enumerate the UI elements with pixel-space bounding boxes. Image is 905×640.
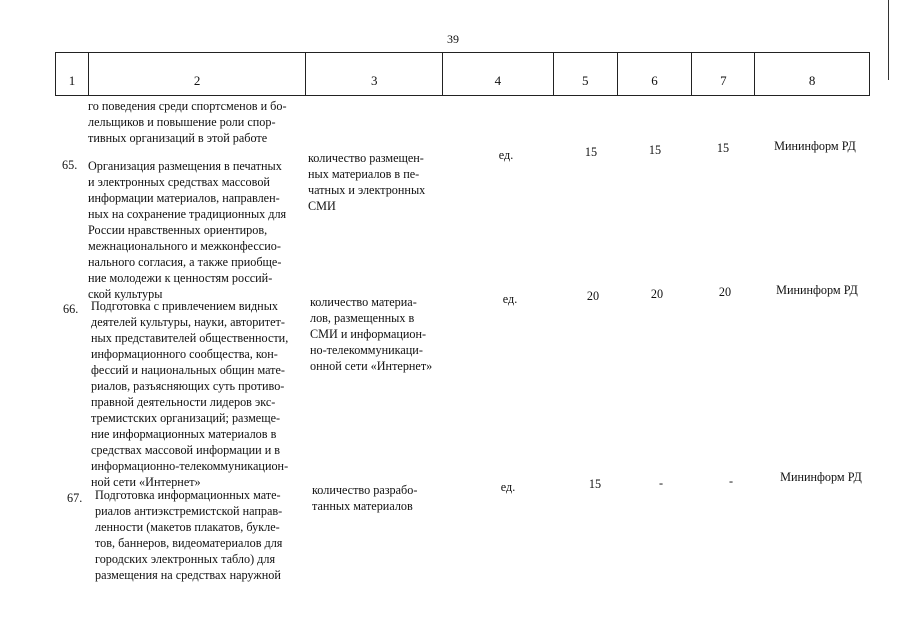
- row-number: 65.: [62, 158, 78, 172]
- header-col-3: 3: [305, 53, 442, 95]
- header-col-1: 1: [68, 73, 76, 88]
- text-line: но-телекоммуникаци-: [310, 343, 423, 357]
- text-line: информационного сообщества, кон-: [91, 347, 278, 361]
- text-line: правной деятельности лидеров экс-: [91, 395, 276, 409]
- text-line: ние молодежи к ценностям россий-: [88, 271, 273, 285]
- text-line: тов, баннеров, видеоматериалов для: [95, 536, 283, 550]
- row-indicator: [310, 294, 450, 374]
- row-executor: Мининформ РД: [774, 139, 856, 153]
- row-value-col7: 15: [716, 141, 730, 155]
- header-col-4: 4: [442, 53, 553, 95]
- row-unit: ед.: [498, 148, 514, 162]
- row-item-name: [95, 487, 309, 583]
- text-line: информационно-телекоммуникацион-: [91, 459, 289, 473]
- text-line: нального согласия, а также приобще-: [88, 255, 282, 269]
- row-unit: ед.: [502, 292, 518, 306]
- row-value-col5: 15: [584, 145, 598, 159]
- text-line: количество разрабо-: [312, 483, 418, 497]
- row-executor: Мининформ РД: [780, 470, 862, 484]
- text-line: риалов антиэкстремистской направ-: [95, 504, 283, 518]
- text-line: риалов, разъясняющих суть противо-: [91, 379, 285, 393]
- text-line: межнационального и межконфессио-: [88, 239, 281, 253]
- text-line: ленности (макетов плакатов, букле-: [95, 520, 280, 534]
- text-line: Подготовка с привлечением видных: [91, 299, 278, 313]
- continuation-text: [88, 98, 302, 146]
- text-line: Организация размещения в печатных: [88, 159, 282, 173]
- text-line: ской культуры: [88, 287, 163, 301]
- text-line: СМИ и информацион-: [310, 327, 427, 341]
- table-header: [55, 52, 870, 96]
- text-line: онной сети «Интернет»: [310, 359, 433, 373]
- row-value-col6: -: [658, 476, 664, 490]
- text-line: ние информационных материалов в: [91, 427, 277, 441]
- text-line: количество размещен-: [308, 151, 424, 165]
- text-line: Подготовка информационных мате-: [95, 488, 281, 502]
- text-line: городских электронных табло) для: [95, 552, 276, 566]
- row-number: 66.: [63, 302, 79, 316]
- row-value-col7: -: [728, 474, 734, 488]
- row-item-name: [91, 298, 305, 490]
- row-indicator: [312, 482, 452, 514]
- text-line: количество материа-: [310, 295, 417, 309]
- header-col-5: 5: [553, 53, 617, 95]
- row-value-col5: 20: [586, 289, 600, 303]
- row-value-col6: 15: [648, 143, 662, 157]
- page-number: 39: [447, 32, 459, 46]
- row-value-col6: 20: [650, 287, 664, 301]
- text-line: и электронных средствах массовой: [88, 175, 270, 189]
- text-line: России нравственных ориентиров,: [88, 223, 268, 237]
- text-line: лельщиков и повышение роли спор-: [88, 115, 276, 129]
- text-line: ных материалов в пе-: [308, 167, 420, 181]
- text-line: фессий и национальных общин мате-: [91, 363, 285, 377]
- header-col-8: 8: [754, 53, 869, 95]
- text-line: лов, размещенных в: [310, 311, 415, 325]
- text-line: танных материалов: [312, 499, 413, 513]
- text-line: ной сети «Интернет»: [91, 475, 201, 489]
- text-line: го поведения среди спортсменов и бо-: [88, 99, 287, 113]
- text-line: информации материалов, направлен-: [88, 191, 280, 205]
- header-col-6: 6: [617, 53, 692, 95]
- row-unit: ед.: [500, 480, 516, 494]
- row-number: 67.: [67, 491, 83, 505]
- text-line: размещения на средствах наружной: [95, 568, 281, 582]
- row-executor: Мининформ РД: [776, 283, 858, 297]
- header-col-2: 2: [88, 53, 305, 95]
- text-line: деятелей культуры, науки, авторитет-: [91, 315, 285, 329]
- text-line: ных представителей общественности,: [91, 331, 289, 345]
- row-value-col7: 20: [718, 285, 732, 299]
- text-line: тивных организаций в этой работе: [88, 131, 268, 145]
- header-col-7: 7: [691, 53, 754, 95]
- text-line: средствах массовой информации и в: [91, 443, 281, 457]
- page-edge-line: [888, 0, 889, 80]
- text-line: СМИ: [308, 199, 336, 213]
- row-value-col5: 15: [588, 477, 602, 491]
- text-line: тремистских организаций; размеще-: [91, 411, 281, 425]
- row-item-name: [88, 158, 302, 302]
- row-indicator: [308, 150, 446, 214]
- text-line: чатных и электронных: [308, 183, 426, 197]
- text-line: ных на сохранение традиционных для: [88, 207, 287, 221]
